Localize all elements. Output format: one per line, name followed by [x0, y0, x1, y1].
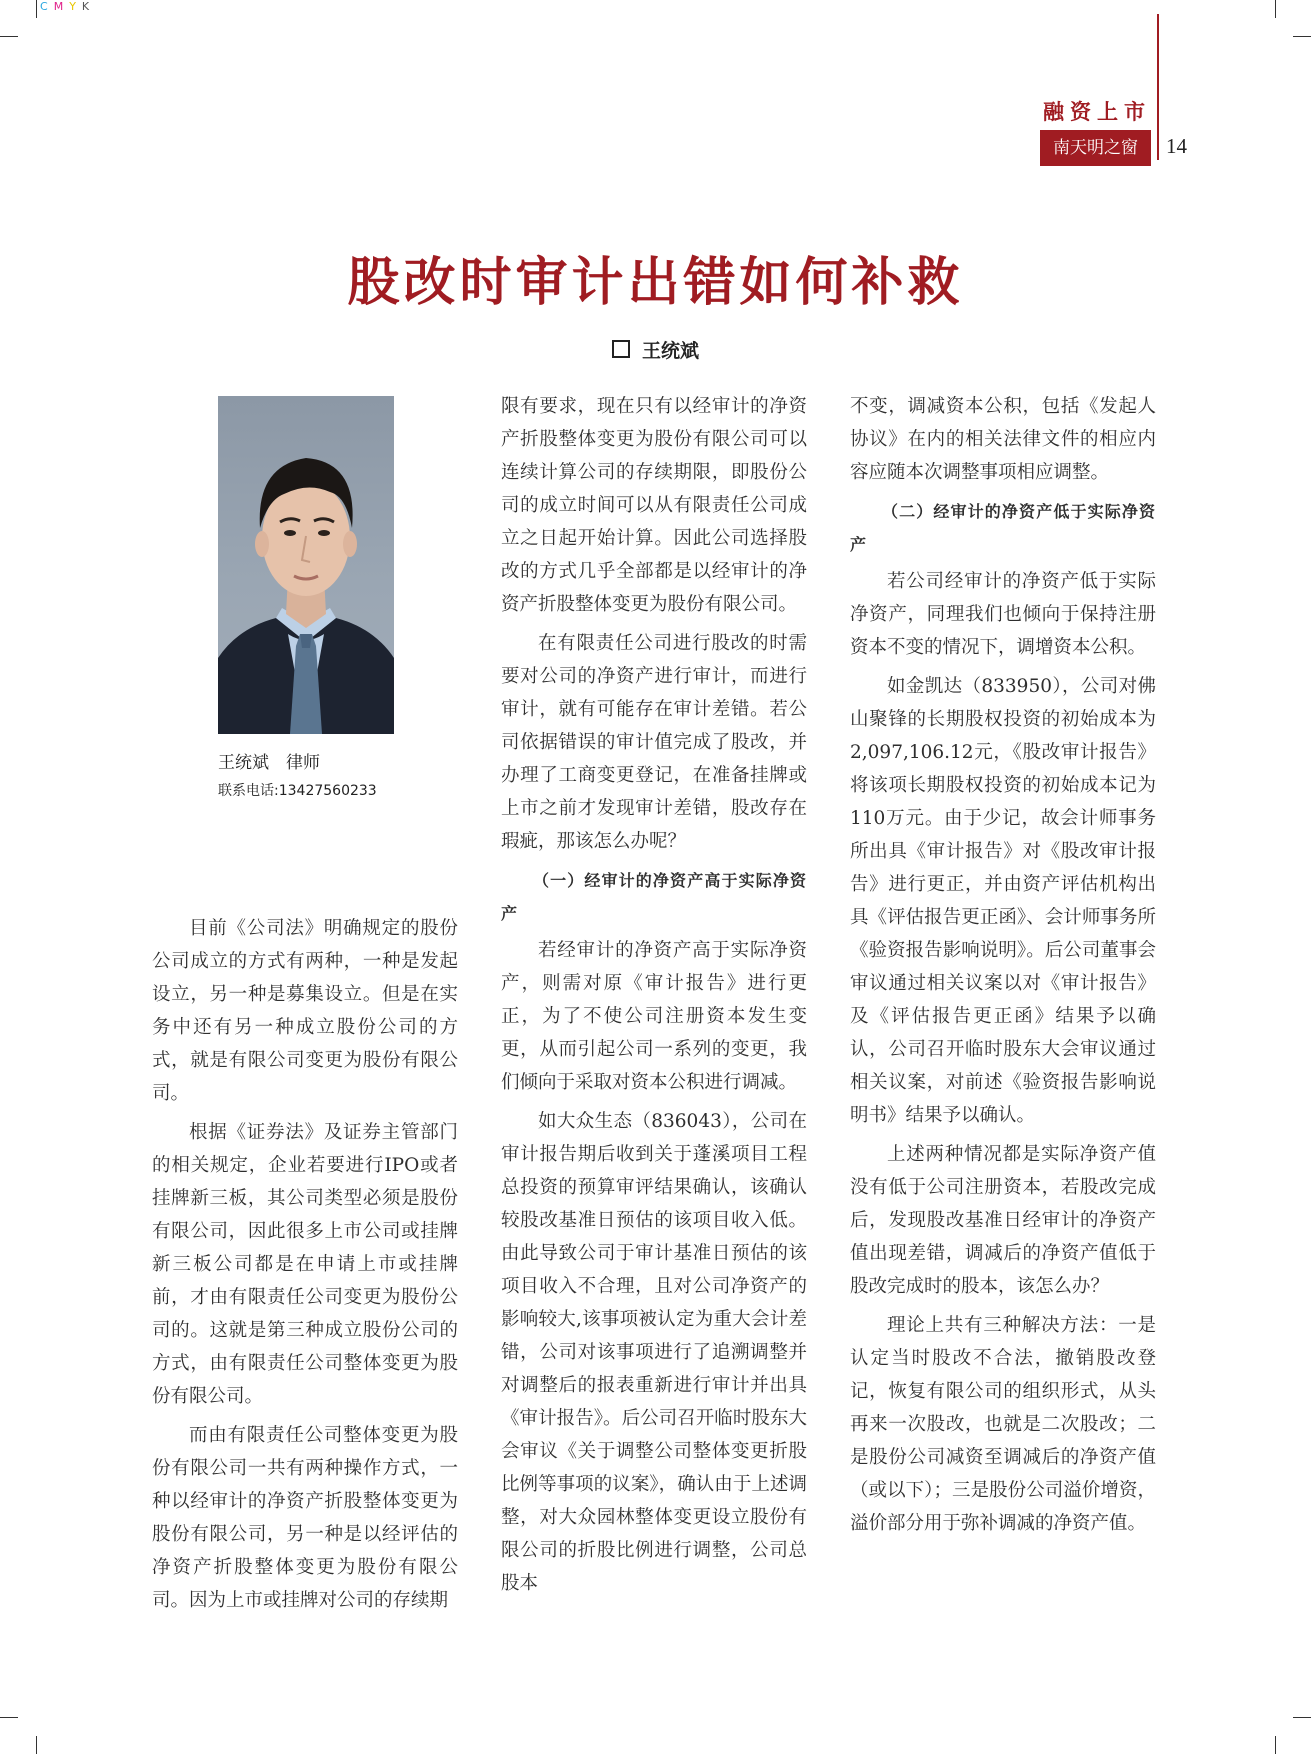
crop-mark [1275, 0, 1276, 18]
paragraph-continued: 不变，调减资本公积，包括《发起人协议》在内的相关法律文件的相应内容应随本次调整事项相应调整。 [850, 396, 1156, 483]
subheading: （一）经审计的净资产高于实际净资产 [501, 871, 807, 923]
header-vertical-rule [1157, 14, 1159, 160]
paragraph-continued: 限有要求，现在只有以经审计的净资产折股整体变更为股份有限公司可以连续计算公司的存续期限，即股份公司的成立时间可以从有限责任公司成立之日起开始计算。因此公司选择股改的方式几乎全部都是以经审计的净资产折股整体变更为股份有限公司。 [501, 396, 807, 615]
paragraph: 在有限责任公司进行股改的时需要对公司的净资产进行审计，而进行审计，就有可能存在审计差错。若公司依据错误的审计值完成了股改，并办理了工商变更登记，在准备挂牌或上市之前才发现审计差错，股改存在瑕疵，那该怎么办呢？ [501, 633, 807, 852]
column-name-badge: 南天明之窗 [1040, 130, 1151, 166]
photo-caption-name: 王统斌 律师 [218, 753, 320, 773]
paragraph: 根据《证券法》及证券主管部门的相关规定，企业若要进行IPO或者挂牌新三板，其公司类型必须是股份有限公司，因此很多上市公司或挂牌新三板公司都是在申请上市或挂牌前，才由有限责任公司变更为股份公司的。这就是第三种成立股份公司的方式，由有限责任公司整体变更为股份有限公司。 [152, 1122, 458, 1407]
paragraph: 而由有限责任公司整体变更为股份有限公司一共有两种操作方式，一种以经审计的净资产折股整体变更为股份有限公司，另一种是以经评估的净资产折股整体变更为股份有限公司。因为上市或挂牌对公司的存续期 [152, 1425, 458, 1611]
cmyk-color-bar [40, 0, 95, 13]
page-number: 14 [1166, 134, 1187, 158]
paragraph: 理论上共有三种解决方法：一是认定当时股改不合法，撤销股改登记，恢复有限公司的组织形式，从头再来一次股改，也就是二次股改；二是股份公司减资至调减后的净资产值（或以下）；三是股份公司溢价增资，溢价部分用于弥补调减的净资产值。 [850, 1315, 1156, 1534]
color-bar-k: K [81, 0, 96, 13]
article-title: 股改时审计出错如何补救 [347, 253, 964, 313]
paragraph: 如金凯达（833950），公司对佛山聚锋的长期股权投资的初始成本为2,097,106.12元，《股改审计报告》将该项长期股权投资的初始成本记为110万元。由于少记，故会计师事务所出具《审计报告》对《股改审计报告》进行更正，并由资产评估机构出具《评估报告更正函》、会计师事务所《验资报告影响说明》。后公司董事会审议通过相关议案以对《审计报告》及《评估报告更正函》结果予以确认，公司召开临时股东大会审议通过相关议案，对前述《验资报告影响说明书》结果予以确认。 [850, 676, 1156, 1126]
text-column-3 [850, 390, 1156, 1546]
crop-mark [1293, 1717, 1311, 1718]
crop-mark [36, 1736, 37, 1754]
byline [0, 336, 1311, 363]
photo-caption-phone: 联系电话:13427560233 [218, 783, 377, 799]
crop-mark [1275, 1736, 1276, 1754]
crop-mark [1293, 36, 1311, 37]
color-bar-m: M [53, 0, 70, 13]
paragraph: 若经审计的净资产高于实际净资产，则需对原《审计报告》进行更正，为了不使公司注册资本发生变更，从而引起公司一系列的变更，我们倾向于采取对资本公积进行调减。 [501, 940, 807, 1093]
author-photo [218, 396, 394, 734]
section-title: 融资上市 [1043, 100, 1151, 124]
color-bar-c: C [40, 0, 54, 13]
color-bar-y: Y [69, 0, 82, 13]
text-column-1 [152, 912, 458, 1623]
subheading: （二）经审计的净资产低于实际净资产 [850, 502, 1156, 554]
paragraph: 目前《公司法》明确规定的股份公司成立的方式有两种，一种是发起设立，另一种是募集设立。但是在实务中还有另一种成立股份公司的方式，就是有限公司变更为股份有限公司。 [152, 918, 458, 1104]
author-name: 王统斌 [641, 340, 699, 362]
text-column-2 [501, 390, 807, 1606]
paragraph: 若公司经审计的净资产低于实际净资产，同理我们也倾向于保持注册资本不变的情况下，调增资本公积。 [850, 571, 1156, 658]
crop-mark [36, 0, 37, 18]
crop-mark [0, 36, 18, 37]
square-bullet-icon [612, 340, 630, 358]
paragraph: 上述两种情况都是实际净资产值没有低于公司注册资本，若股改完成后，发现股改基准日经审计的净资产值出现差错，调减后的净资产值低于股改完成时的股本，该怎么办？ [850, 1144, 1156, 1297]
crop-mark [0, 1717, 18, 1718]
paragraph: 如大众生态（836043），公司在审计报告期后收到关于蓬溪项目工程总投资的预算审评结果确认，该确认较股改基准日预估的该项目收入低。由此导致公司于审计基准日预估的该项目收入不合理，且对公司净资产的影响较大,该事项被认定为重大会计差错，公司对该事项进行了追溯调整并对调整后的报表重新进行审计并出具《审计报告》。后公司召开临时股东大会审议《关于调整公司整体变更折股比例等事项的议案》，确认由于上述调整，对大众园林整体变更设立股份有限公司的折股比例进行调整，公司总股本 [501, 1111, 807, 1594]
